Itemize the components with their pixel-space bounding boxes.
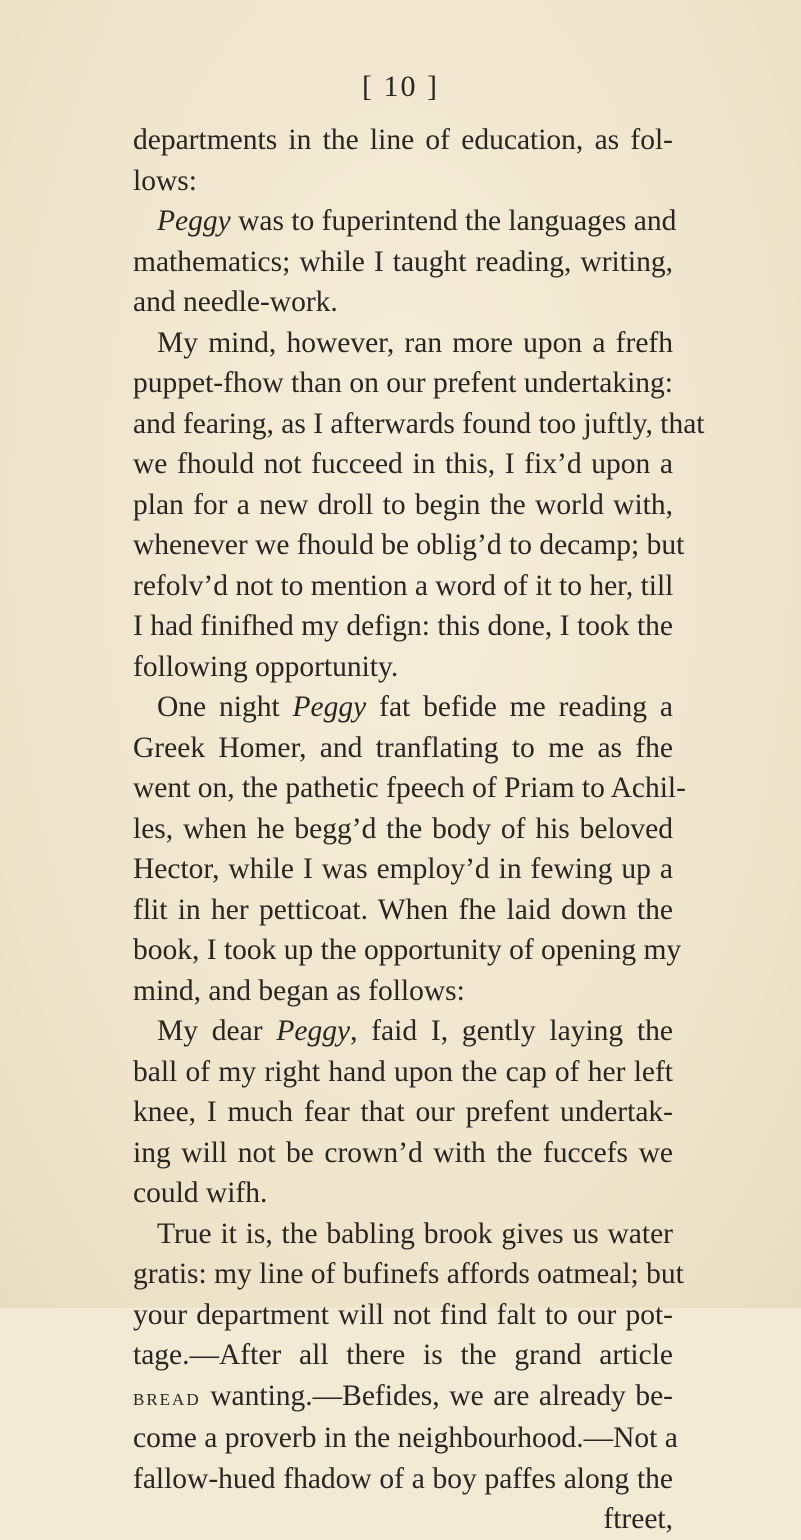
text-line xyxy=(133,768,686,809)
text-segment: ing will not be crown’d with the fuccefs we xyxy=(133,1136,673,1169)
text-line xyxy=(133,1335,673,1376)
text-segment: ball of my right hand upon the cap of her left xyxy=(133,1055,673,1088)
text-line xyxy=(133,930,682,971)
text-segment: puppet-fhow than on our prefent undertaking: xyxy=(133,367,673,399)
text-segment: , faid I, gently laying the xyxy=(350,1015,673,1047)
italic-name: Peggy xyxy=(276,1015,351,1047)
text-segment: could wifh. xyxy=(133,1177,268,1209)
text-segment: knee, I much fear that our prefent undertak- xyxy=(133,1096,673,1128)
text-segment: I had finifhed my defign: this done, I took the xyxy=(133,610,673,642)
text-line xyxy=(133,363,673,404)
text-line xyxy=(133,687,673,728)
text-segment: Greek Homer, and tranflating to me as fhe xyxy=(133,731,673,764)
text-segment: les, when he begg’d the body of his beloved xyxy=(133,812,673,845)
text-segment: One night xyxy=(157,691,293,723)
text-segment: was to fuperintend the languages and xyxy=(230,205,677,237)
text-segment: fat befide me reading a xyxy=(366,691,673,723)
text-line xyxy=(133,1459,673,1500)
text-line xyxy=(133,323,673,364)
italic-name: Peggy xyxy=(292,691,367,723)
text-line xyxy=(133,1418,678,1459)
text-line xyxy=(133,1295,673,1336)
text-line xyxy=(133,242,673,283)
text-segment: went on, the pathetic fpeech of Priam to Achil- xyxy=(133,772,686,804)
body-text xyxy=(133,120,705,1540)
text-segment: tage.—After all there is the grand article xyxy=(133,1339,673,1371)
text-segment: book, I took up the opportunity of opening my xyxy=(133,934,682,966)
small-caps-word: bread xyxy=(133,1384,201,1411)
text-line xyxy=(133,1092,673,1133)
text-segment: lows: xyxy=(133,164,197,197)
text-segment: My dear xyxy=(157,1015,277,1047)
text-segment: wanting.—Befides, we are already be- xyxy=(200,1379,673,1412)
text-segment: come a proverb in the neighbourhood.—Not a xyxy=(133,1422,678,1454)
text-segment: fallow-hued fhadow of a boy paffes along the xyxy=(133,1462,673,1495)
text-line xyxy=(133,404,705,445)
text-line xyxy=(133,1499,673,1540)
text-line xyxy=(133,201,677,242)
text-segment: mind, and began as follows: xyxy=(133,974,465,1007)
text-line xyxy=(133,1214,673,1255)
text-segment: your department will not find falt to our pot- xyxy=(133,1298,673,1331)
text-line xyxy=(133,647,673,688)
text-line xyxy=(133,1254,684,1295)
text-segment: and fearing, as I afterwards found too juftly, that xyxy=(133,407,705,440)
text-segment: following opportunity. xyxy=(133,650,399,683)
italic-name: Peggy xyxy=(157,205,231,237)
text-line xyxy=(133,485,673,526)
text-line xyxy=(133,525,685,566)
text-line xyxy=(133,566,673,607)
text-line xyxy=(133,1376,673,1419)
text-segment: whenever we fhould be oblig’d to decamp; but xyxy=(133,529,685,561)
text-line xyxy=(133,1052,673,1093)
text-segment: My mind, however, ran more upon a frefh xyxy=(157,326,673,359)
text-segment: we fhould not fucceed in this, I fix’d upon a xyxy=(133,448,673,480)
text-line xyxy=(133,849,673,890)
text-line xyxy=(133,728,673,769)
text-line xyxy=(133,809,673,850)
text-line xyxy=(133,890,673,931)
text-line xyxy=(133,1011,673,1052)
page-number: [ 10 ] xyxy=(362,70,439,103)
text-line xyxy=(133,971,673,1012)
text-segment: gratis: my line of bufinefs affords oatmeal; but xyxy=(133,1258,684,1290)
text-segment: True it is, the babling brook gives us water xyxy=(157,1217,673,1250)
text-segment: and needle-work. xyxy=(133,286,338,318)
text-line xyxy=(133,444,673,485)
text-line xyxy=(133,1173,673,1214)
text-line xyxy=(133,120,673,161)
text-segment: ftreet, xyxy=(603,1503,673,1535)
text-segment: refolv’d not to mention a word of it to her, till xyxy=(133,569,674,602)
text-line xyxy=(133,161,673,202)
text-segment: departments in the line of education, as fol- xyxy=(133,124,673,156)
text-line xyxy=(133,606,673,647)
text-segment: plan for a new droll to begin the world with, xyxy=(133,488,673,521)
text-segment: Hector, while I was employ’d in fewing up a xyxy=(133,853,673,885)
text-line xyxy=(133,1133,673,1174)
text-line xyxy=(133,282,673,323)
text-segment: mathematics; while I taught reading, writing, xyxy=(133,245,673,278)
text-segment: flit in her petticoat. When fhe laid down the xyxy=(133,893,673,926)
